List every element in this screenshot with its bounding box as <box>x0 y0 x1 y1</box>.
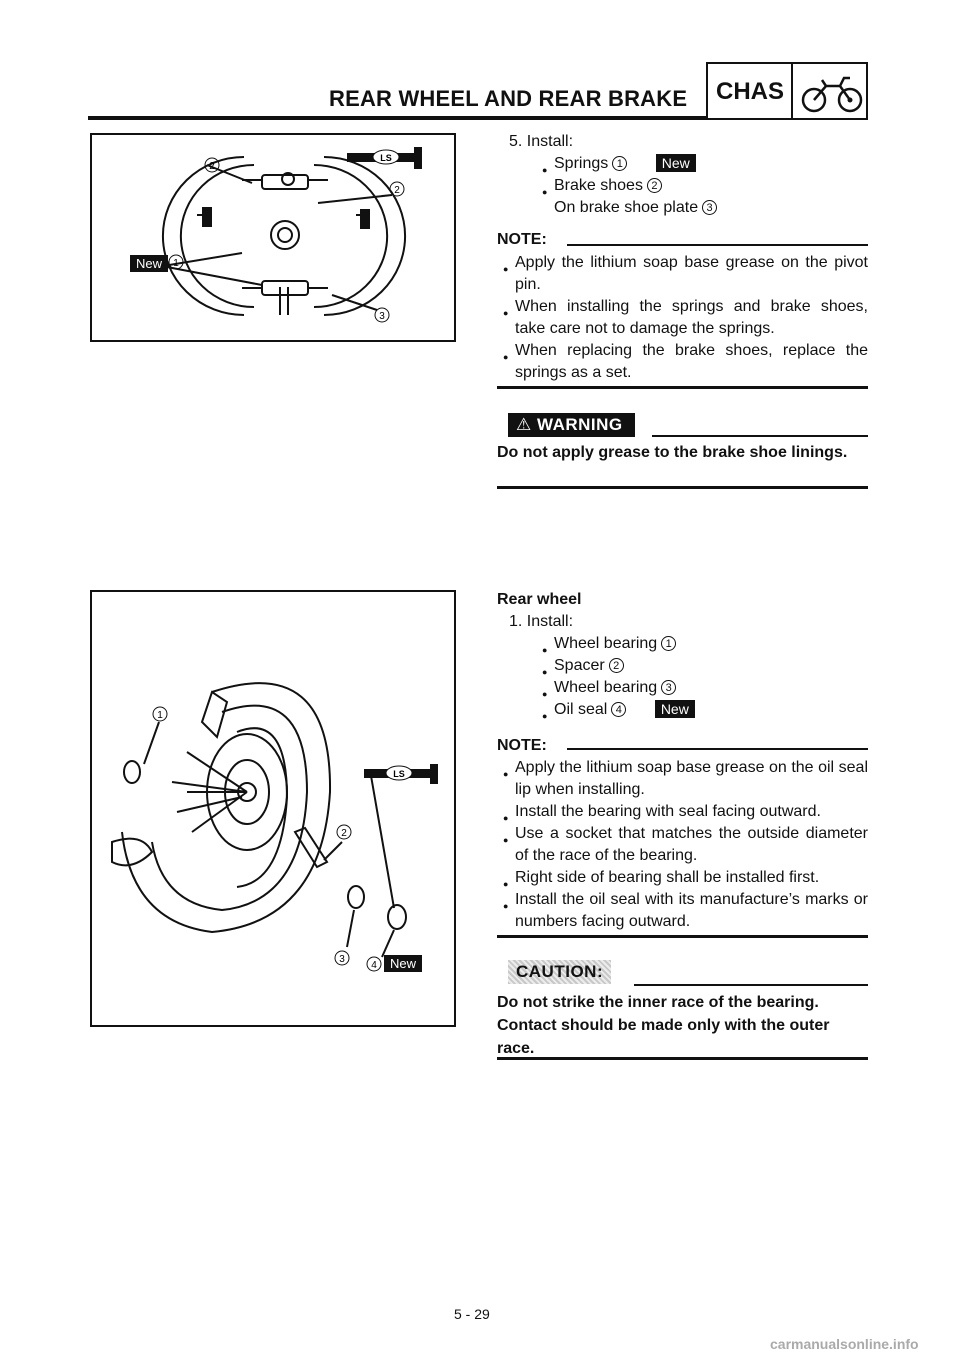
note-rule <box>567 244 868 246</box>
note-rule <box>567 748 868 750</box>
header-rule <box>88 116 708 120</box>
fig2-new-tag: New <box>389 956 417 971</box>
section-label: CHAS <box>716 78 785 105</box>
caution-rule <box>634 984 868 986</box>
list-item: ● Oil seal 4 New <box>542 699 695 721</box>
list-item: ● Springs 1 New <box>542 153 696 175</box>
list-item: ● Spacer 2 <box>542 655 624 677</box>
section-divider <box>791 64 793 118</box>
note-item: ● Apply the lithium soap base grease on the oil seal lip when installing. <box>503 757 868 801</box>
brake-shoe-illustration <box>92 135 454 340</box>
fig2-ls-tag: LS <box>393 769 405 779</box>
note-label: NOTE: <box>497 737 547 754</box>
caution-end-rule <box>497 1057 868 1060</box>
note-item: ● Install the bearing with seal facing outward. <box>503 801 868 823</box>
fig2-callout: 4 <box>371 960 377 971</box>
section-box <box>706 62 868 120</box>
page-title: REAR WHEEL AND REAR BRAKE <box>329 86 688 111</box>
motorcycle-icon <box>800 70 864 116</box>
list-item: ● Wheel bearing 3 <box>542 677 676 699</box>
step-heading: 1. Install: <box>509 613 574 630</box>
page-number: 5 - 29 <box>454 1306 490 1322</box>
warning-icon: ⚠ <box>516 415 532 434</box>
rear-wheel-figure <box>90 590 456 1027</box>
fig1-callout: 1 <box>173 258 179 269</box>
note-item: ● Install the oil seal with its manufacture’s marks or numbers facing outward. <box>503 889 868 933</box>
watermark: carmanualsonline.info <box>770 1336 919 1352</box>
caution-badge: CAUTION: <box>508 960 611 984</box>
note-label: NOTE: <box>497 231 547 248</box>
callout-number: 1 <box>661 636 676 651</box>
fig2-callout: 2 <box>341 828 347 839</box>
list-item: ● Brake shoes 2 <box>542 175 662 197</box>
list-item: ● Wheel bearing 1 <box>542 633 676 655</box>
fig1-new-tag: New <box>135 256 163 271</box>
callout-number: 2 <box>609 658 624 673</box>
fig2-callout: 3 <box>339 954 345 965</box>
fig1-callout: 2 <box>209 161 215 172</box>
callout-number: 3 <box>661 680 676 695</box>
note-item: ● Right side of bearing shall be installed first. <box>503 867 868 889</box>
note-item: ● When replacing the brake shoes, replace the springs as a set. <box>503 340 868 384</box>
note-end-rule <box>497 935 868 938</box>
new-tag: New <box>655 700 695 718</box>
rear-wheel-illustration <box>92 592 454 1025</box>
step5-heading: 5. Install: <box>509 133 574 150</box>
warning-rule <box>652 435 868 437</box>
callout-number: 3 <box>702 200 717 215</box>
note-end-rule <box>497 386 868 389</box>
callout-number: 4 <box>611 702 626 717</box>
callout-number: 2 <box>647 178 662 193</box>
fig1-callout: 2 <box>394 185 400 196</box>
brake-shoe-figure <box>90 133 456 342</box>
new-tag: New <box>656 154 696 172</box>
note-item: ● When installing the springs and brake shoes, take care not to damage the springs. <box>503 296 868 340</box>
warning-badge: ⚠ WARNING <box>508 413 635 437</box>
note-item: ● Use a socket that matches the outside diameter of the race of the bearing. <box>503 823 868 867</box>
fig1-callout: 3 <box>379 311 385 322</box>
caution-text: Do not strike the inner race of the bearing. Contact should be made only with the outer race. <box>497 994 830 1057</box>
callout-number: 1 <box>612 156 627 171</box>
fig1-ls-tag: LS <box>380 153 392 163</box>
list-subitem: On brake shoe plate 3 <box>554 197 717 219</box>
warning-text: Do not apply grease to the brake shoe linings. <box>497 444 848 461</box>
section-heading: Rear wheel <box>497 591 582 608</box>
fig2-callout: 1 <box>157 710 163 721</box>
note-item: ● Apply the lithium soap base grease on the pivot pin. <box>503 252 868 296</box>
warning-end-rule <box>497 486 868 489</box>
